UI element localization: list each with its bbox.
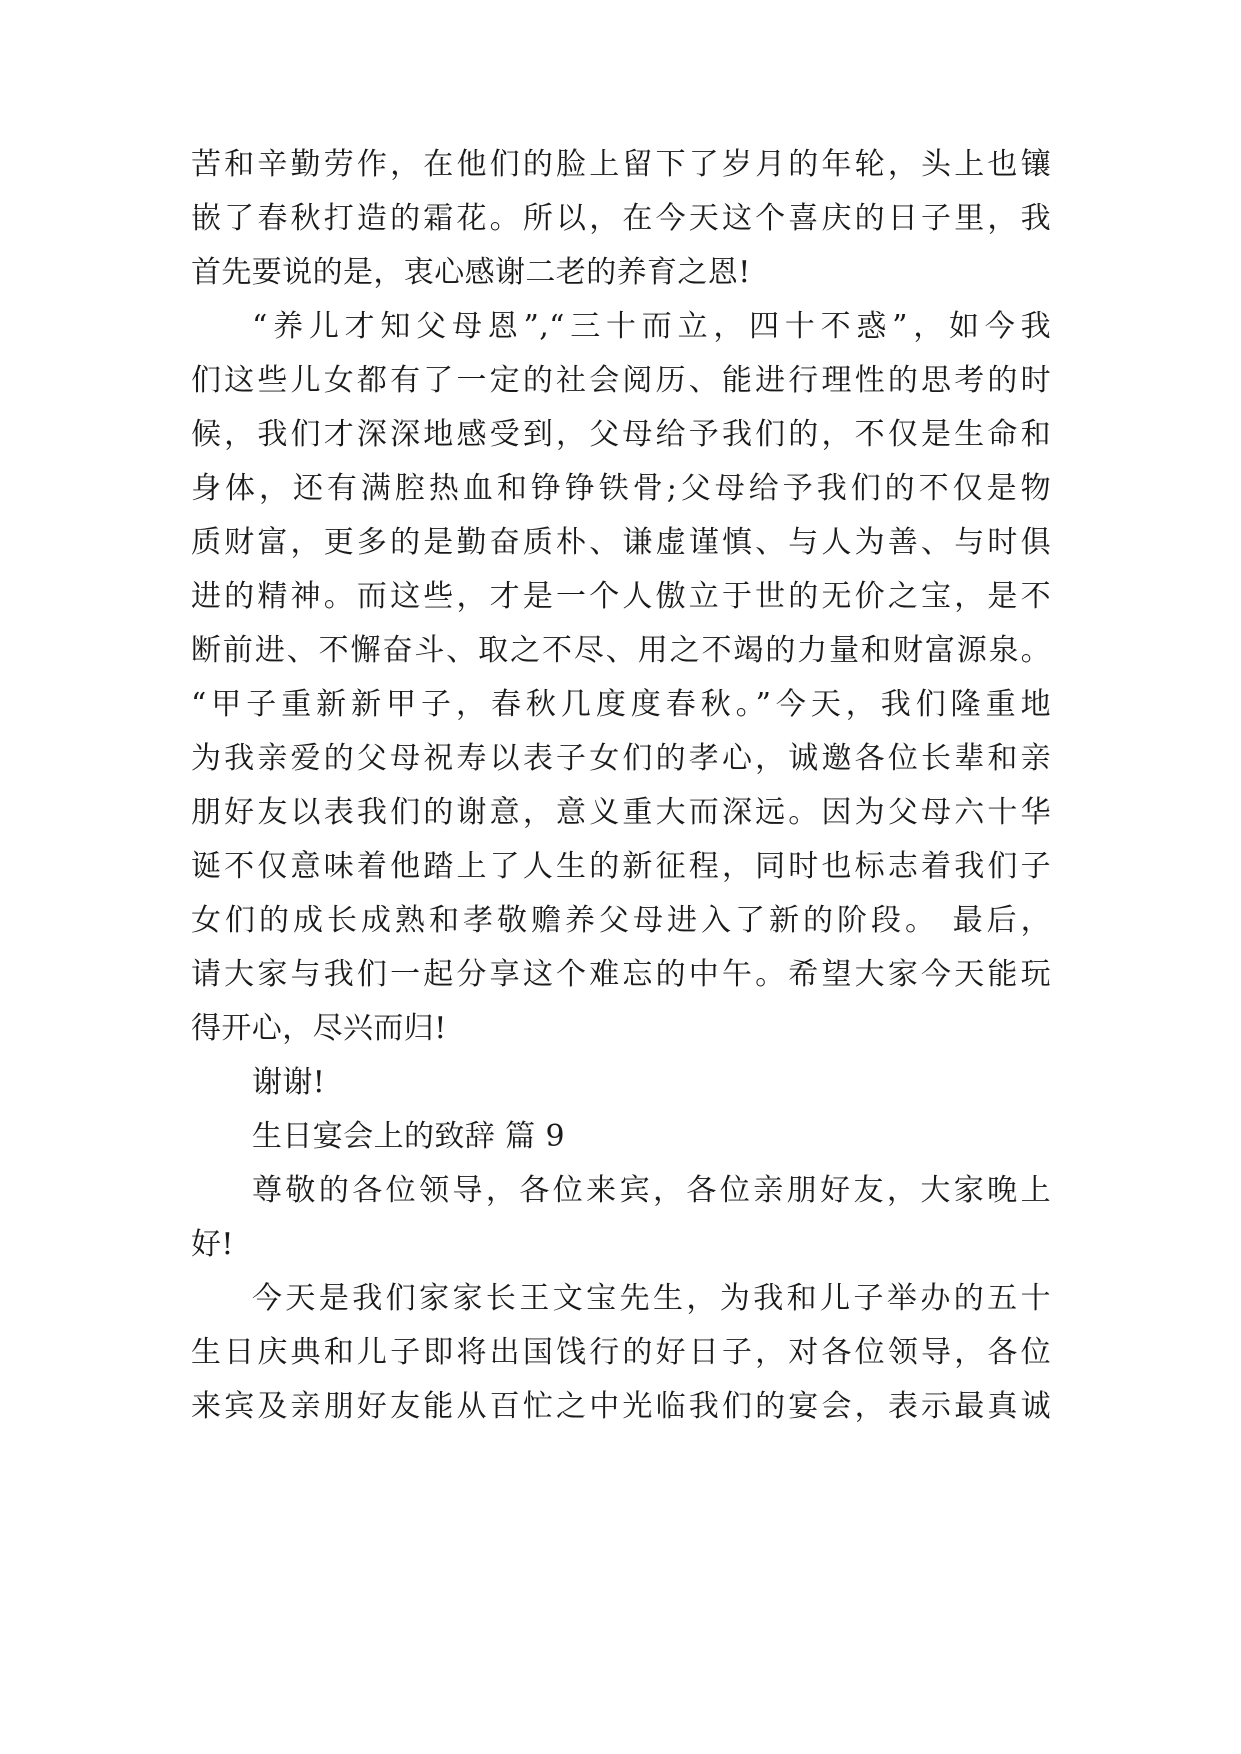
- text-line: 请大家与我们一起分享这个难忘的中午。希望大家今天能玩: [191, 957, 1051, 992]
- text-line: 谢谢!: [252, 1065, 326, 1100]
- text-line: 今天是我们家家长王文宝先生，为我和儿子举办的五十: [252, 1281, 1051, 1316]
- text-line: 为我亲爱的父母祝寿以表子女们的孝心，诚邀各位长辈和亲: [191, 741, 1051, 776]
- text-line: 候，我们才深深地感受到，父母给予我们的，不仅是生命和: [191, 417, 1051, 452]
- text-line: 们这些儿女都有了一定的社会阅历、能进行理性的思考的时: [191, 363, 1051, 398]
- text-line: 得开心，尽兴而归!: [191, 1011, 447, 1046]
- text-line: “养儿才知父母恩”,“三十而立，四十不惑”，如今我: [252, 309, 1051, 344]
- text-line: “甲子重新新甲子，春秋几度度春秋。”今天，我们隆重地: [191, 687, 1051, 722]
- text-line: 尊敬的各位领导，各位来宾，各位亲朋好友，大家晚上: [252, 1173, 1051, 1208]
- text-line: 质财富，更多的是勤奋质朴、谦虚谨慎、与人为善、与时俱: [191, 525, 1051, 560]
- text-line: 苦和辛勤劳作，在他们的脸上留下了岁月的年轮，头上也镶: [191, 147, 1051, 182]
- text-line: 朋好友以表我们的谢意，意义重大而深远。因为父母六十华: [191, 795, 1051, 830]
- text-line: 来宾及亲朋好友能从百忙之中光临我们的宴会，表示最真诚: [191, 1389, 1051, 1424]
- text-line: 诞不仅意味着他踏上了人生的新征程，同时也标志着我们子: [191, 849, 1051, 884]
- text-line: 女们的成长成熟和孝敬赡养父母进入了新的阶段。 最后，: [191, 903, 1051, 938]
- text-line: 嵌了春秋打造的霜花。所以，在今天这个喜庆的日子里，我: [191, 201, 1051, 236]
- text-line: 断前进、不懈奋斗、取之不尽、用之不竭的力量和财富源泉。: [191, 633, 1051, 668]
- text-line: 身体，还有满腔热血和铮铮铁骨;父母给予我们的不仅是物: [191, 471, 1051, 506]
- text-line: 进的精神。而这些，才是一个人傲立于世的无价之宝，是不: [191, 579, 1051, 614]
- section-heading: 生日宴会上的致辞 篇 9: [252, 1119, 565, 1154]
- text-line: 好!: [191, 1227, 234, 1262]
- text-line: 生日庆典和儿子即将出国饯行的好日子，对各位领导，各位: [191, 1335, 1051, 1370]
- text-line: 首先要说的是，衷心感谢二老的养育之恩!: [191, 255, 751, 290]
